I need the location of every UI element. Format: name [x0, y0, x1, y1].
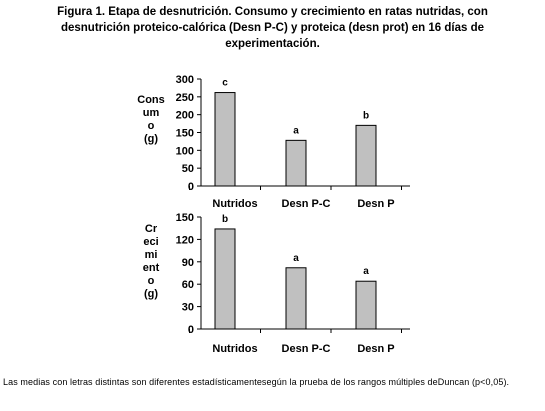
- footnote: Las medias con letras distintas son diferentes estadísticamentesegún la prueba de los rangos múltiples deDuncan (p<0,05).: [3, 377, 510, 387]
- chart-panel-1: [137, 74, 410, 210]
- y-tick-label: 120: [175, 234, 194, 247]
- y-axis-label-part: (g): [143, 288, 159, 300]
- bar: [215, 229, 235, 329]
- bar: [356, 281, 376, 329]
- y-tick-label: 50: [181, 163, 194, 176]
- bar-significance-label: a: [293, 125, 299, 137]
- x-category-label: Nutridos: [212, 343, 258, 355]
- bar-significance-label: a: [293, 252, 299, 264]
- x-category-label: Desn P: [357, 198, 395, 210]
- bar-significance-label: a: [363, 266, 369, 278]
- y-axis-label-part: Cr: [144, 223, 158, 235]
- title-line-1: Figura 1. Etapa de desnutrición. Consumo y crecimiento en ratas nutridas, con: [57, 6, 488, 18]
- bar: [286, 140, 306, 186]
- y-axis-label-part: Cons: [137, 94, 165, 106]
- y-tick-label: 300: [175, 74, 194, 86]
- x-category-label: Desn P-C: [281, 198, 331, 210]
- y-tick-label: 100: [175, 145, 194, 158]
- bar-significance-label: c: [222, 77, 228, 89]
- title-line-2: desnutrición proteico-calórica (Desn P-C) y proteica (desn prot) en 16 días de: [60, 22, 485, 34]
- y-axis-label-part: ent: [142, 262, 160, 274]
- y-axis-label-part: mi: [144, 249, 158, 261]
- bar-significance-label: b: [362, 110, 370, 122]
- y-tick-label: 90: [181, 256, 194, 269]
- y-axis-label-part: um: [142, 107, 160, 119]
- title-line-3: experimentación.: [225, 38, 320, 50]
- y-tick-label: 250: [175, 91, 194, 104]
- y-tick-label: 60: [181, 279, 194, 292]
- x-category-label: Nutridos: [212, 198, 258, 210]
- y-tick-label: 200: [175, 109, 194, 122]
- bar: [356, 125, 376, 186]
- y-axis-label-part: (g): [143, 133, 159, 145]
- x-category-label: Desn P: [357, 343, 395, 355]
- x-category-label: Desn P-C: [281, 343, 331, 355]
- y-axis-label-part: o: [147, 120, 155, 132]
- y-tick-label: 30: [181, 301, 194, 314]
- y-tick-label: 150: [175, 212, 194, 224]
- y-tick-label: 0: [187, 324, 194, 336]
- bar-significance-label: b: [221, 213, 229, 225]
- y-tick-label: 150: [175, 127, 194, 140]
- y-axis-label-part: eci: [143, 236, 159, 248]
- y-axis-label-part: o: [147, 275, 155, 287]
- bar: [215, 93, 235, 186]
- y-tick-label: 0: [187, 181, 194, 193]
- bar: [286, 268, 306, 329]
- chart-panel-2: [143, 212, 410, 355]
